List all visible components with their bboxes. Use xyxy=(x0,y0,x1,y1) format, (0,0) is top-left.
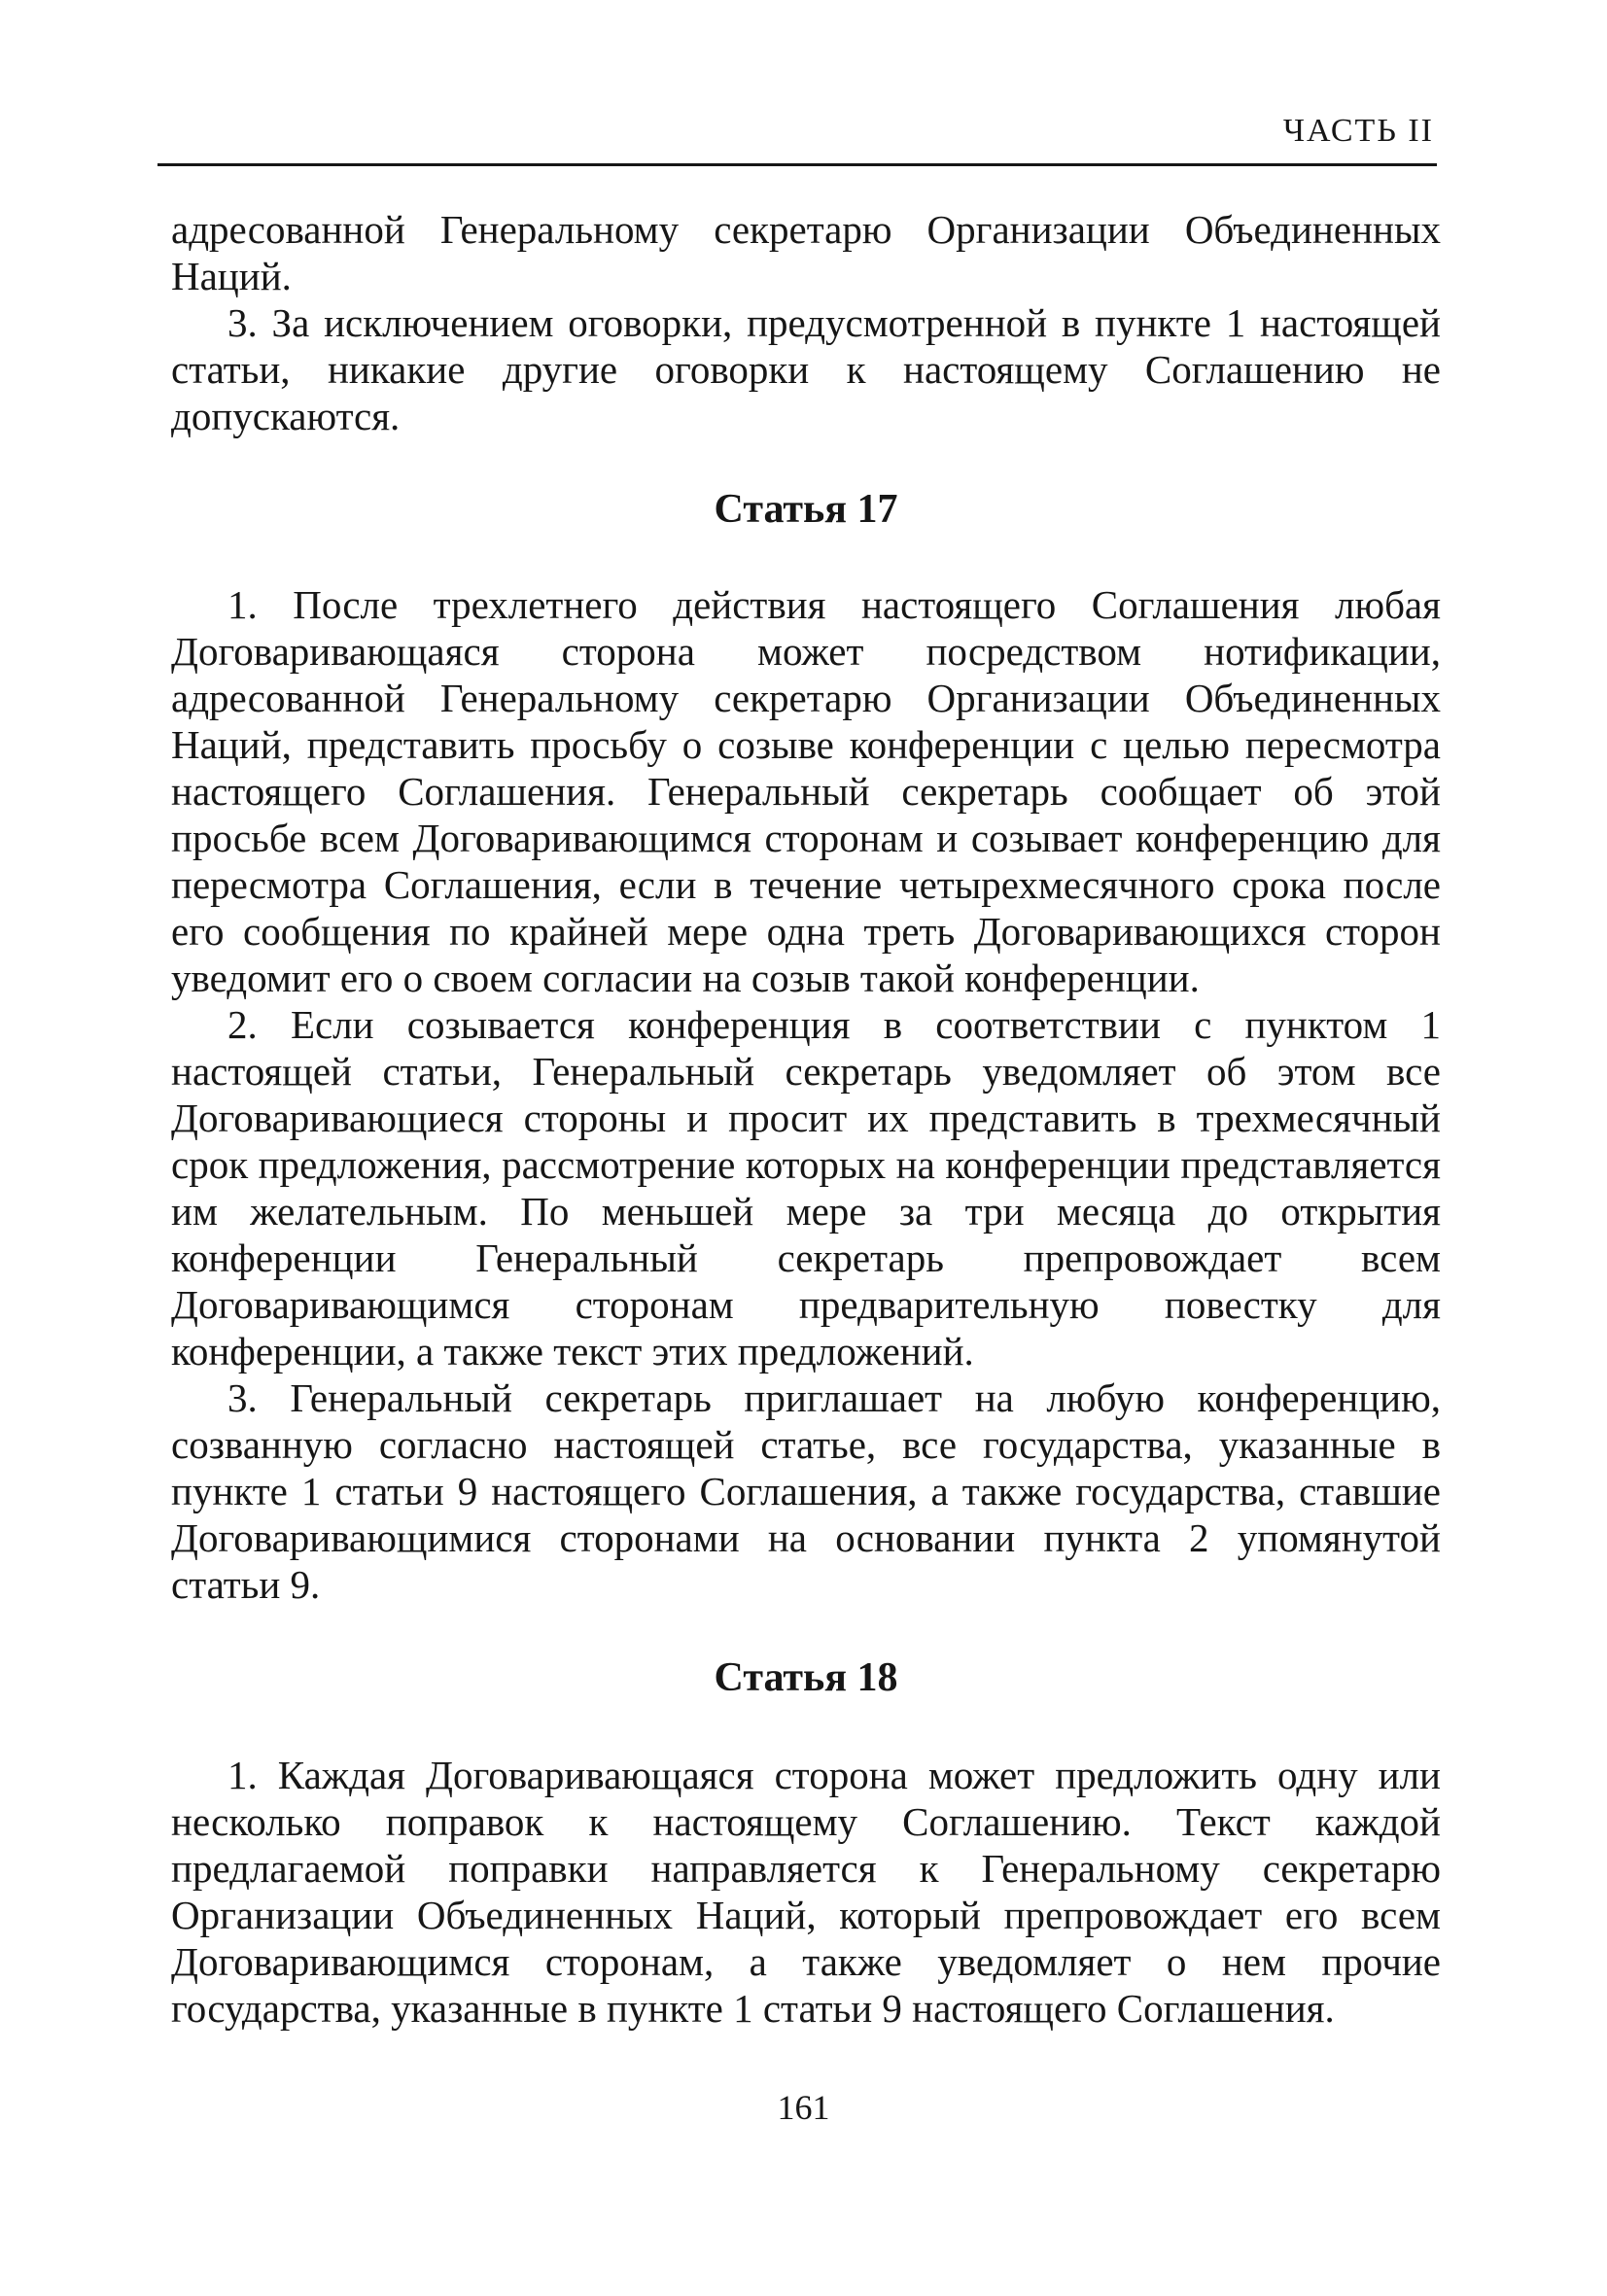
article17-paragraph-3: 3. Генеральный секретарь приглашает на любую конференцию, созванную согласно настоящей статье, все государства, указанные в пункте 1 статьи 9 настоящего Соглашения, а также государства, ставшие Договаривающимися сторонами на основании пункта 2 упомянутой статьи 9. xyxy=(171,1375,1441,1607)
page-number: 161 xyxy=(777,2088,830,2127)
body-text xyxy=(171,206,1441,2032)
article18-paragraph-1: 1. Каждая Договаривающаяся сторона может предложить одну или несколько поправок к настоящему Соглашению. Текст каждой предлагаемой поправки направляется к Генеральному секретарю Организации Объединенных Наций, который препровождает его всем Договаривающимся сторонам, а также уведомляет о нем прочие государства, указанные в пункте 1 статьи 9 настоящего Соглашения. xyxy=(171,1753,1441,2031)
article17-paragraph-2: 2. Если созывается конференция в соответствии с пунктом 1 настоящей статьи, Генеральный секретарь уведомляет об этом все Договаривающиеся стороны и просит их представить в трехмесячный срок предложения, рассмотрение которых на конференции представляется им желательным. По меньшей мере за три месяца до открытия конференции Генеральный секретарь препровождает всем Договаривающимся сторонам предварительную повестку для конференции, а также текст этих предложений. xyxy=(171,1002,1441,1374)
header-rule xyxy=(157,163,1437,166)
paragraph-continuation: адресованной Генеральному секретарю Организации Объединенных Наций. xyxy=(171,207,1441,298)
article-18-heading: Статья 18 xyxy=(714,1655,898,1700)
article-17-heading: Статья 17 xyxy=(714,487,898,532)
article16-paragraph-3: 3. За исключением оговорки, предусмотренной в пункте 1 настоящей статьи, никакие другие оговорки к настоящему Соглашению не допускаются. xyxy=(171,300,1441,438)
running-head: ЧАСТЬ II xyxy=(1282,113,1434,149)
article17-paragraph-1: 1. После трехлетнего действия настоящего Соглашения любая Договаривающаяся сторона может посредством нотификации, адресованной Генеральному секретарю Организации Объединенных Наций, представить просьбу о созыве конференции с целью пересмотра настоящего Соглашения. Генеральный секретарь сообщает об этой просьбе всем Договаривающимся сторонам и созывает конференцию для пересмотра Соглашения, если в течение четырехмесячного срока после его сообщения по крайней мере одна треть Договаривающихся сторон уведомит его о своем согласии на созыв такой конференции. xyxy=(171,582,1441,1000)
